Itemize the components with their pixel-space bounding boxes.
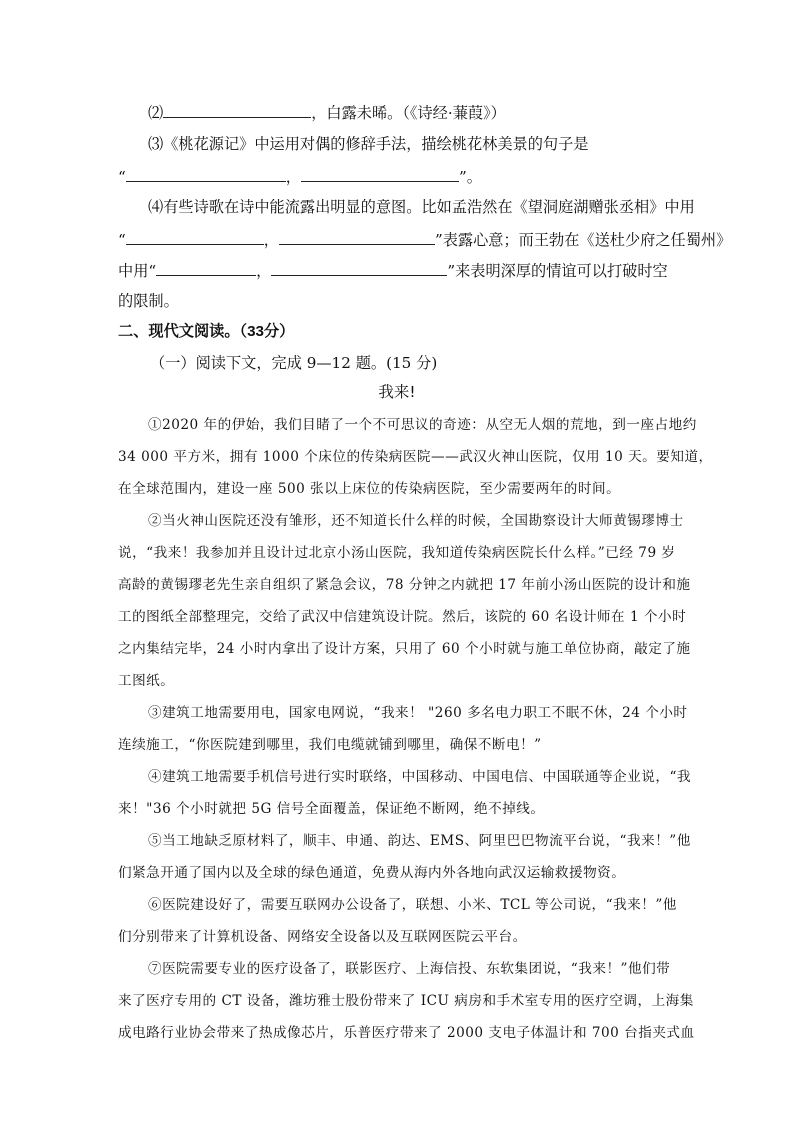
section-heading: 二、现代文阅读。（33分） [118, 323, 295, 340]
question-4-text: 有些诗歌在诗中能流露出明显的意图。比如孟浩然在《望洞庭湖赠张丞相》中用 [163, 198, 695, 216]
article-line: 们分别带来了计算机设备、网络安全设备以及互联网医院云平台。 [118, 929, 527, 945]
comma: ， [256, 262, 272, 280]
article-line: 们紧急开通了国内以及全球的绿色通道，免费从海内外各地向武汉运输救援物资。 [118, 865, 626, 881]
question-4-line-2 [118, 229, 731, 250]
question-3-text: 《桃花源记》中运用对偶的修辞手法，描绘桃花林美景的句子是 [163, 135, 589, 153]
article-line: ②当火神山医院还没有雏形，还不知道长什么样的时候，全国勘察设计大师黄锡璆博士 [148, 513, 684, 529]
article-line: 连续施工，“你医院建到哪里，我们电缆就铺到哪里，确保不断电！” [118, 737, 542, 753]
article-line: 工的图纸全部整理完，交给了武汉中信建筑设计院。然后，该院的 60 名设计师在 1 个小时 [118, 609, 687, 625]
article-line: 工图纸。 [118, 673, 175, 689]
answer-blank[interactable] [126, 166, 286, 182]
article-line: ③建筑工地需要用电，国家电网说，“我来！ "260 多名电力职工不眠不休，24 个小时 [148, 705, 688, 721]
question-2-number: ⑵ [148, 104, 164, 122]
question-2-text: ，白露未晞。（《诗经·蒹葭》） [311, 104, 506, 122]
article-line: 在全球范围内，建设一座 500 张以上床位的传染病医院，至少需要两年的时间。 [118, 481, 621, 497]
question-4-line-3 [118, 260, 668, 281]
answer-blank[interactable] [163, 102, 311, 118]
answer-blank[interactable] [156, 260, 256, 276]
comma: ， [285, 168, 301, 186]
answer-blank[interactable] [271, 260, 447, 276]
comma: ， [263, 231, 279, 249]
question-4-end: 的限制。 [118, 292, 179, 310]
article-line: ④建筑工地需要手机信号进行实时联络，中国移动、中国电信、中国联通等企业说，“我 [148, 769, 692, 785]
article-line: 高龄的黄锡璆老先生亲自组织了紧急会议，78 分钟之内就把 17 年前小汤山医院的设计和施 [118, 577, 691, 593]
quote-open: “ [118, 231, 126, 249]
question-3-number: ⑶ [148, 135, 164, 153]
answer-blank[interactable] [126, 229, 264, 245]
article-line: ⑤当工地缺乏原材料了，顺丰、申通、韵达、EMS、阿里巴巴物流平台说，“我来！”他 [148, 833, 691, 849]
question-4-tail-text: ”来表明深厚的情谊可以打破时空 [447, 262, 668, 280]
article-line: 之内集结完毕，24 小时内拿出了设计方案，只用了 60 个小时就与施工单位协商，敲定了施 [118, 641, 691, 657]
article-line: ⑥医院建设好了，需要互联网办公设备了，联想、小米、TCL 等公司说，“我来！”他 [148, 897, 677, 913]
article-line: 成电路行业协会带来了热成像芯片，乐普医疗带来了 2000 支电子体温计和 700 台指夹式血 [118, 1025, 695, 1041]
question-3 [148, 134, 588, 154]
article-line: ①2020 年的伊始，我们目睹了一个不可思议的奇迹：从空无人烟的荒地，到一座占地约 [148, 417, 697, 433]
article-line: 来！"36 个小时就把 5G 信号全面覆盖，保证绝不断网，绝不掉线。 [118, 801, 545, 817]
answer-blank[interactable] [279, 229, 435, 245]
article-line: 来了医疗专用的 CT 设备，潍坊雅士股份带来了 ICU 病房和手术室专用的医疗空调，上海集 [118, 993, 694, 1009]
article-line: ⑦医院需要专业的医疗设备了，联影医疗、上海信投、东软集团说，“我来！”他们带 [148, 961, 671, 977]
article-line: 说，“我来！我参加并且设计过北京小汤山医院，我知道传染病医院长什么样。”已经 79 岁 [118, 545, 676, 561]
answer-blank[interactable] [301, 166, 459, 182]
article-title: 我来! [378, 383, 416, 401]
question-3-answer-line [118, 166, 482, 187]
question-2 [148, 102, 506, 123]
question-4-prefix: 中用“ [118, 262, 157, 280]
quote-open: “ [118, 168, 126, 186]
question-4 [148, 197, 695, 217]
quote-close: ”。 [458, 168, 482, 186]
section-subheading: （一）阅读下文，完成 9—12 题。(15 分) [150, 354, 438, 372]
question-4-number: ⑷ [148, 198, 164, 216]
article-line: 34 000 平方米，拥有 1000 个床位的传染病医院——武汉火神山医院，仅用 10 天。要知道， [118, 449, 713, 465]
question-4-mid-text: ”表露心意；而王勃在《送杜少府之任蜀州》 [434, 231, 732, 249]
